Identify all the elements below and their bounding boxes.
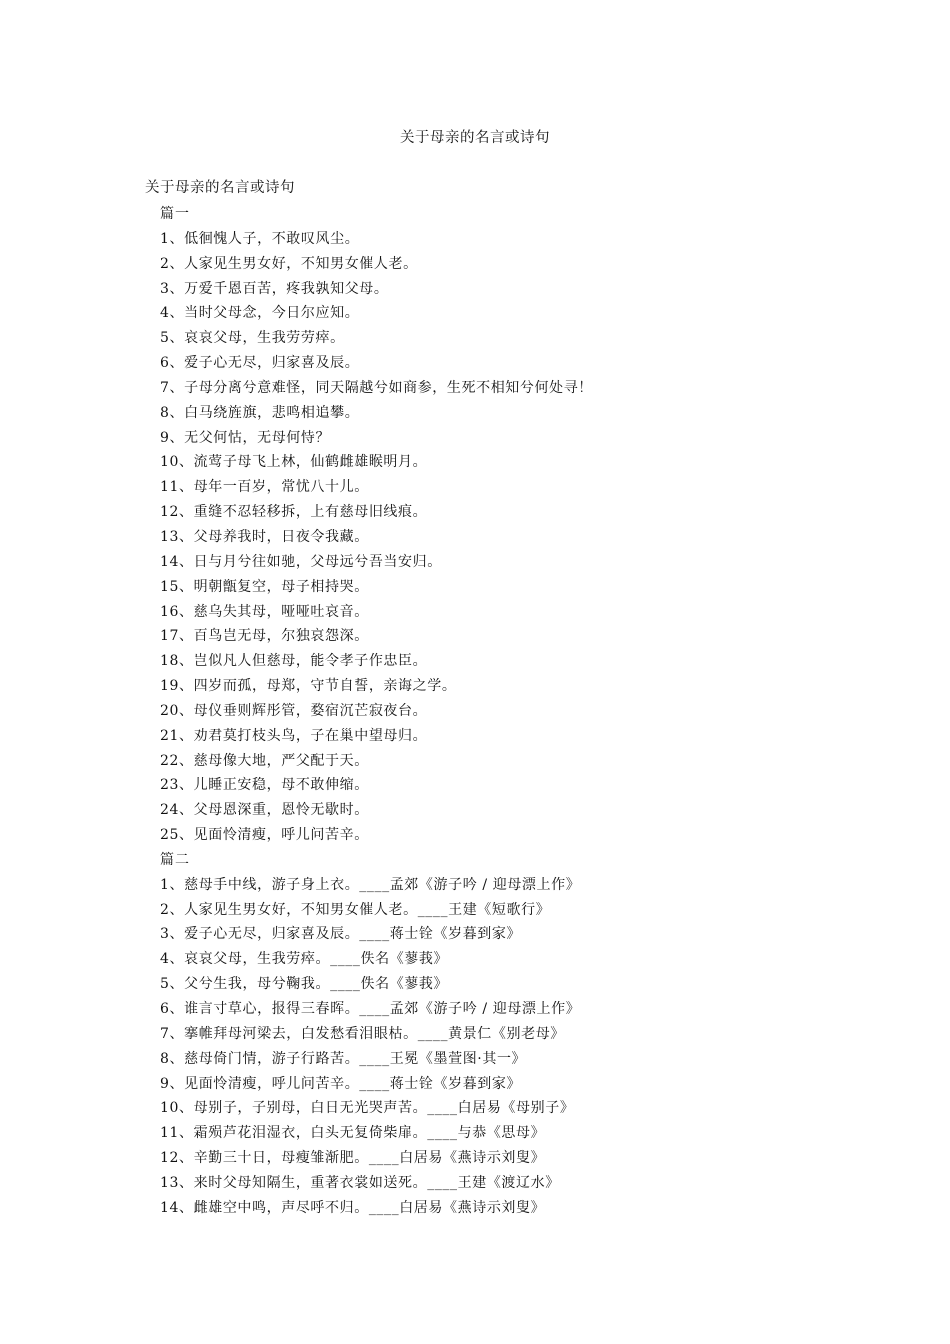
list-item: 19、四岁而孤，母郑，守节自誓，亲诲之学。 bbox=[160, 678, 457, 695]
list-item: 2、人家见生男女好，不知男女催人老。____王建《短歌行》 bbox=[160, 901, 551, 918]
list-item: 7、搴帷拜母河梁去，白发愁看泪眼枯。____黄景仁《别老母》 bbox=[160, 1025, 565, 1042]
list-item: 3、万爱千恩百苦，疼我孰知父母。 bbox=[160, 280, 389, 297]
list-item: 23、儿睡正安稳，母不敢伸缩。 bbox=[160, 777, 369, 794]
list-item: 10、母别子，子别母，白日无光哭声苦。____白居易《母别子》 bbox=[160, 1100, 575, 1117]
list-item: 5、哀哀父母，生我劳劳瘁。 bbox=[160, 330, 345, 347]
list-item: 1、慈母手中线，游子身上衣。____孟郊《游子吟 / 迎母漂上作》 bbox=[160, 876, 581, 893]
list-item: 12、辛勤三十日，母瘦雏渐肥。____白居易《燕诗示刘叟》 bbox=[160, 1150, 546, 1167]
document-subtitle: 关于母亲的名言或诗句 bbox=[145, 180, 295, 196]
section-heading: 篇二 bbox=[160, 851, 190, 868]
document-body bbox=[160, 202, 880, 1221]
list-item: 8、白马绕旌旗，悲鸣相追攀。 bbox=[160, 404, 360, 421]
list-item: 1、低徊愧人子，不敢叹风尘。 bbox=[160, 230, 360, 247]
list-item: 13、来时父母知隔生，重著衣裳如送死。____王建《渡辽水》 bbox=[160, 1174, 560, 1191]
list-item: 4、当时父母念，今日尔应知。 bbox=[160, 305, 360, 322]
list-item: 10、流莺子母飞上林，仙鹤雌雄睺明月。 bbox=[160, 454, 428, 471]
list-item: 13、父母养我时，日夜令我藏。 bbox=[160, 528, 369, 545]
list-item: 17、百鸟岂无母，尔独哀怨深。 bbox=[160, 628, 369, 645]
list-item: 4、哀哀父母，生我劳瘁。____佚名《蓼莪》 bbox=[160, 951, 449, 968]
list-item: 14、雌雄空中鸣，声尽呼不归。____白居易《燕诗示刘叟》 bbox=[160, 1199, 546, 1216]
list-item: 14、日与月兮往如驰，父母远兮吾当安归。 bbox=[160, 553, 442, 570]
list-item: 6、谁言寸草心，报得三春晖。____孟郊《游子吟 / 迎母漂上作》 bbox=[160, 1001, 581, 1017]
list-item: 22、慈母像大地，严父配于天。 bbox=[160, 752, 369, 769]
list-item: 3、爱子心无尽，归家喜及辰。____蒋士铨《岁暮到家》 bbox=[160, 926, 522, 943]
list-item: 8、慈母倚门情，游子行路苦。____王冕《墨萱图·其一》 bbox=[160, 1050, 527, 1067]
list-item: 9、无父何怙，无母何恃？ bbox=[160, 429, 331, 446]
page-title: 关于母亲的名言或诗句 bbox=[400, 130, 550, 146]
list-item: 11、霜殒芦花泪湿衣，白头无复倚柴扉。____与恭《思母》 bbox=[160, 1125, 546, 1142]
list-item: 21、劝君莫打枝头鸟，子在巢中望母归。 bbox=[160, 727, 428, 744]
list-item: 11、母年一百岁，常忧八十儿。 bbox=[160, 479, 369, 496]
section-heading: 篇一 bbox=[160, 206, 190, 222]
list-item: 15、明朝甑复空，母子相持哭。 bbox=[160, 578, 369, 595]
list-item: 6、爱子心无尽，归家喜及辰。 bbox=[160, 355, 360, 372]
list-item: 16、慈乌失其母，哑哑吐哀音。 bbox=[160, 603, 369, 620]
list-item: 24、父母恩深重，恩怜无歇时。 bbox=[160, 802, 369, 819]
list-item: 12、重缝不忍轻移拆，上有慈母旧线痕。 bbox=[160, 504, 428, 521]
list-item: 7、子母分离兮意难怪，同天隔越兮如商参，生死不相知兮何处寻！ bbox=[160, 379, 593, 396]
list-item: 9、见面怜清瘦，呼儿问苦辛。____蒋士铨《岁暮到家》 bbox=[160, 1075, 522, 1092]
list-item: 2、人家见生男女好，不知男女催人老。 bbox=[160, 255, 418, 272]
list-item: 25、见面怜清瘦，呼儿问苦辛。 bbox=[160, 827, 369, 844]
list-item: 18、岂似凡人但慈母，能令孝子作忠臣。 bbox=[160, 653, 428, 670]
list-item: 20、母仪垂则辉彤管，婺宿沉芒寂夜台。 bbox=[160, 702, 428, 719]
list-item: 5、父兮生我，母兮鞠我。____佚名《蓼莪》 bbox=[160, 976, 449, 993]
